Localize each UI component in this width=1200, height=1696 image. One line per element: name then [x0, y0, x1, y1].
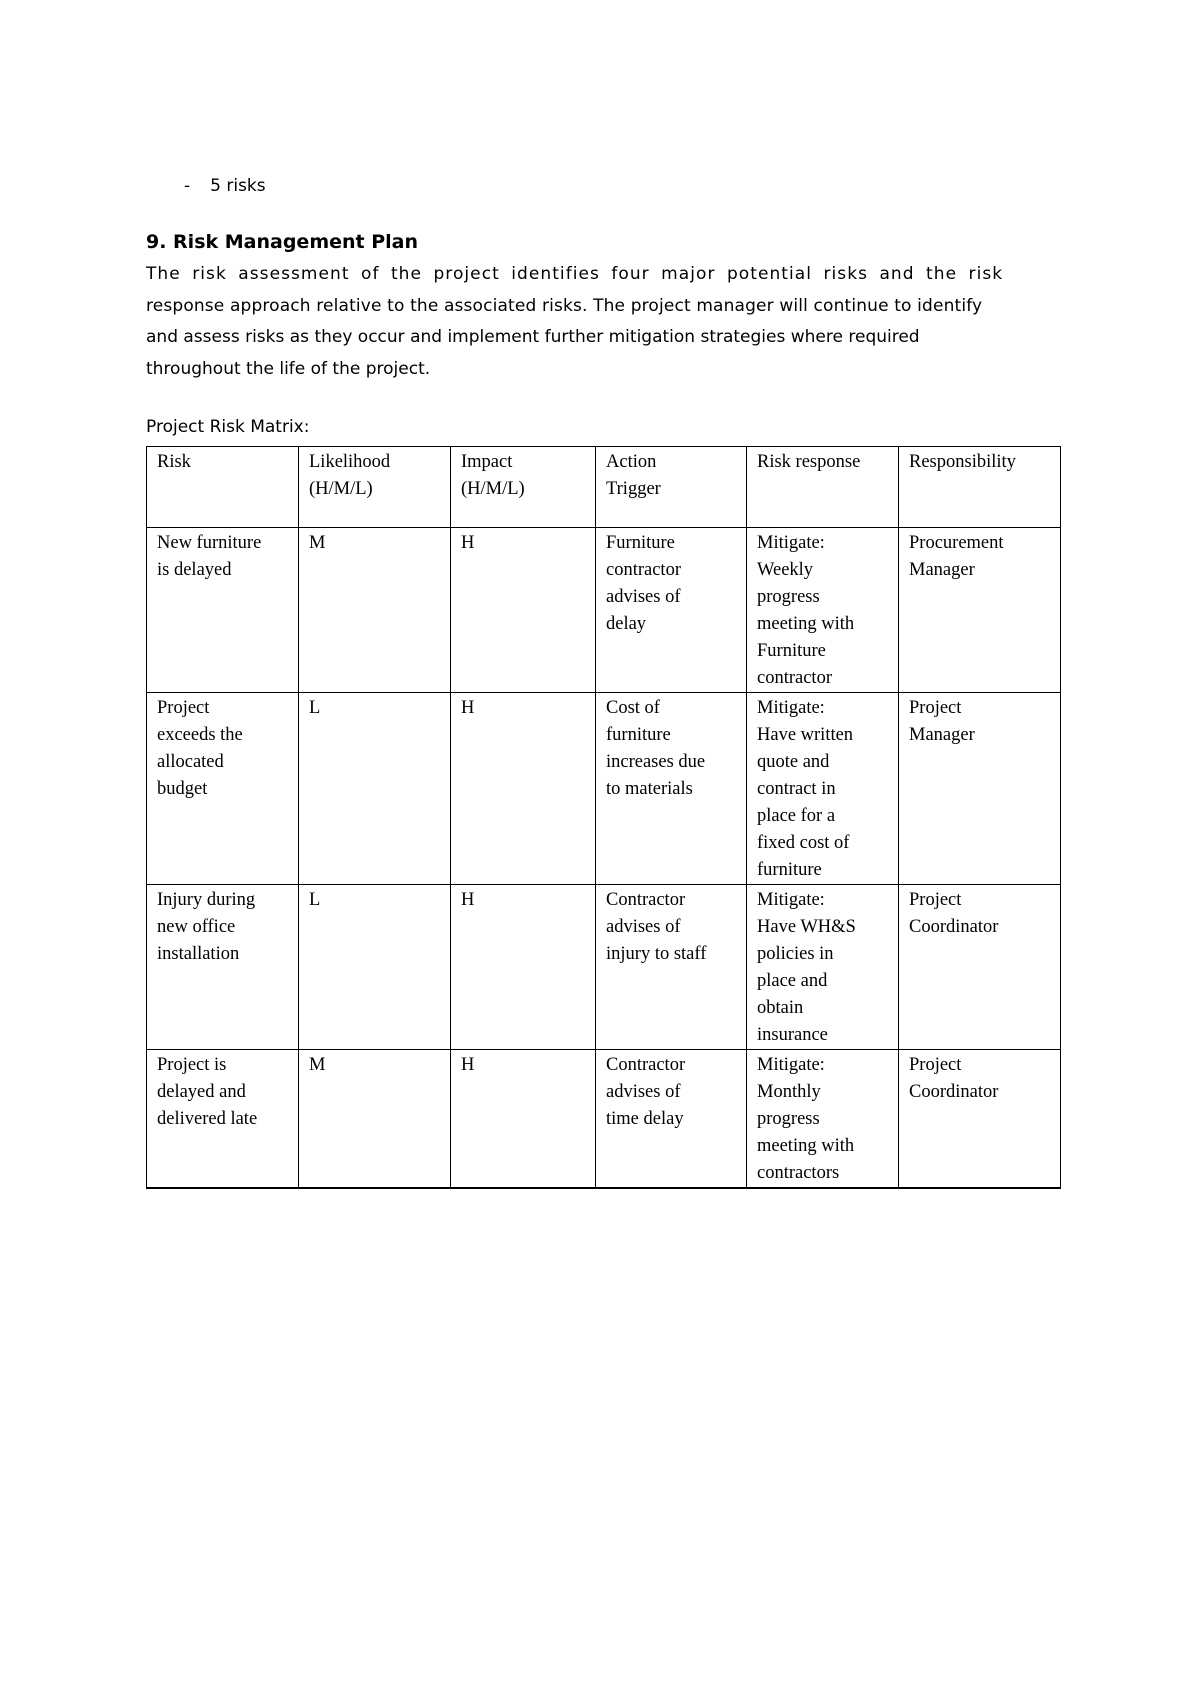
cell-line: exceeds the	[157, 725, 243, 745]
cell-line: installation	[157, 944, 240, 964]
cell-line: progress	[757, 1109, 820, 1129]
cell-line: Mitigate:	[757, 533, 825, 553]
bullet-marker: -	[184, 176, 191, 196]
cell-line: Project	[909, 1055, 962, 1075]
cell-action-trigger	[596, 1050, 747, 1189]
paragraph-line: The risk assessment of the project identifies four major potential risks and the risk	[146, 264, 1004, 284]
cell-risk	[147, 885, 299, 1050]
cell-line: Manager	[909, 560, 975, 580]
table-row	[147, 693, 1061, 885]
table-header-row	[147, 447, 1061, 528]
cell-risk-response	[747, 1050, 899, 1189]
cell-line: contractor	[757, 668, 832, 688]
cell-action-trigger	[596, 528, 747, 693]
cell-likelihood	[299, 885, 451, 1050]
cell-line: delivered late	[157, 1109, 258, 1129]
header-impact: Impact (H/M/L)	[451, 447, 596, 528]
cell-value: M	[309, 533, 326, 553]
cell-impact	[451, 528, 596, 693]
cell-line: delayed and	[157, 1082, 246, 1102]
cell-line: progress	[757, 587, 820, 607]
cell-line: place for a	[757, 806, 836, 826]
paragraph-line: response approach relative to the associated risks. The project manager will continue to identify	[146, 295, 983, 316]
bullet-text: 5 risks	[210, 176, 266, 196]
cell-risk	[147, 693, 299, 885]
cell-responsibility	[899, 693, 1061, 885]
cell-line: Mitigate:	[757, 890, 825, 910]
cell-line: Contractor	[606, 890, 686, 910]
cell-likelihood	[299, 1050, 451, 1189]
cell-line: advises of	[606, 1082, 681, 1102]
cell-line: Coordinator	[909, 917, 999, 937]
cell-line: furniture	[606, 725, 671, 745]
header-likelihood: Likelihood (H/M/L)	[299, 447, 451, 528]
matrix-label: Project Risk Matrix:	[146, 417, 310, 437]
cell-line: New furniture	[157, 533, 262, 553]
cell-line: furniture	[757, 860, 822, 880]
cell-line: contractor	[606, 560, 681, 580]
section-heading: 9. Risk Management Plan	[146, 231, 419, 253]
cell-risk-response	[747, 528, 899, 693]
cell-line: Mitigate:	[757, 698, 825, 718]
cell-action-trigger	[596, 885, 747, 1050]
cell-line: fixed cost of	[757, 833, 850, 853]
cell-line: Furniture	[757, 641, 826, 661]
cell-line: to materials	[606, 779, 693, 799]
cell-line: time delay	[606, 1109, 684, 1129]
cell-line: Manager	[909, 725, 975, 745]
cell-impact	[451, 885, 596, 1050]
cell-line: Project	[909, 890, 962, 910]
cell-value: L	[309, 890, 321, 910]
cell-line: obtain	[757, 998, 804, 1018]
cell-value: L	[309, 698, 321, 718]
cell-risk-response	[747, 885, 899, 1050]
table-row	[147, 1050, 1061, 1189]
table-row	[147, 528, 1061, 693]
cell-line: is delayed	[157, 560, 232, 580]
cell-line: allocated	[157, 752, 224, 772]
cell-responsibility	[899, 528, 1061, 693]
header-action-trigger: Action Trigger	[596, 447, 747, 528]
cell-value: M	[309, 1055, 326, 1075]
cell-line: Contractor	[606, 1055, 686, 1075]
cell-line: Furniture	[606, 533, 675, 553]
cell-risk	[147, 1050, 299, 1189]
cell-line: delay	[606, 614, 647, 634]
header-risk: Risk	[147, 447, 299, 528]
cell-value: H	[461, 1055, 475, 1075]
cell-line: advises of	[606, 587, 681, 607]
bullet-item	[184, 176, 266, 196]
header-responsibility: Responsibility	[899, 447, 1061, 528]
cell-line: meeting with	[757, 614, 855, 634]
cell-line: Project	[157, 698, 210, 718]
risk-matrix-table	[146, 446, 1061, 1189]
cell-line: budget	[157, 779, 208, 799]
cell-line: Coordinator	[909, 1082, 999, 1102]
cell-value: H	[461, 890, 475, 910]
cell-value: H	[461, 698, 475, 718]
cell-responsibility	[899, 885, 1061, 1050]
cell-likelihood	[299, 528, 451, 693]
cell-line: Injury during	[157, 890, 256, 910]
cell-line: contractors	[757, 1163, 840, 1183]
cell-line: policies in	[757, 944, 834, 964]
cell-risk	[147, 528, 299, 693]
cell-line: Project is	[157, 1055, 227, 1075]
cell-line: Monthly	[757, 1082, 821, 1102]
cell-line: insurance	[757, 1025, 828, 1045]
cell-responsibility	[899, 1050, 1061, 1189]
cell-line: Weekly	[757, 560, 814, 580]
cell-line: Procurement	[909, 533, 1004, 553]
paragraph-line: throughout the life of the project.	[146, 358, 431, 379]
cell-line: quote and	[757, 752, 830, 772]
cell-line: new office	[157, 917, 236, 937]
cell-line: place and	[757, 971, 828, 991]
cell-impact	[451, 1050, 596, 1189]
cell-value: H	[461, 533, 475, 553]
cell-line: Project	[909, 698, 962, 718]
cell-line: Cost of	[606, 698, 660, 718]
cell-likelihood	[299, 693, 451, 885]
cell-line: increases due	[606, 752, 706, 772]
header-risk-response: Risk response	[747, 447, 899, 528]
cell-action-trigger	[596, 693, 747, 885]
table-row	[147, 885, 1061, 1050]
cell-line: contract in	[757, 779, 836, 799]
paragraph-line: and assess risks as they occur and implement further mitigation strategies where required	[146, 327, 920, 347]
cell-line: meeting with	[757, 1136, 855, 1156]
cell-line: Have written	[757, 725, 854, 745]
cell-risk-response	[747, 693, 899, 885]
cell-line: Mitigate:	[757, 1055, 825, 1075]
cell-impact	[451, 693, 596, 885]
cell-line: advises of	[606, 917, 681, 937]
section-paragraph	[146, 259, 1046, 385]
cell-line: injury to staff	[606, 944, 707, 964]
cell-line: Have WH&S	[757, 917, 856, 937]
